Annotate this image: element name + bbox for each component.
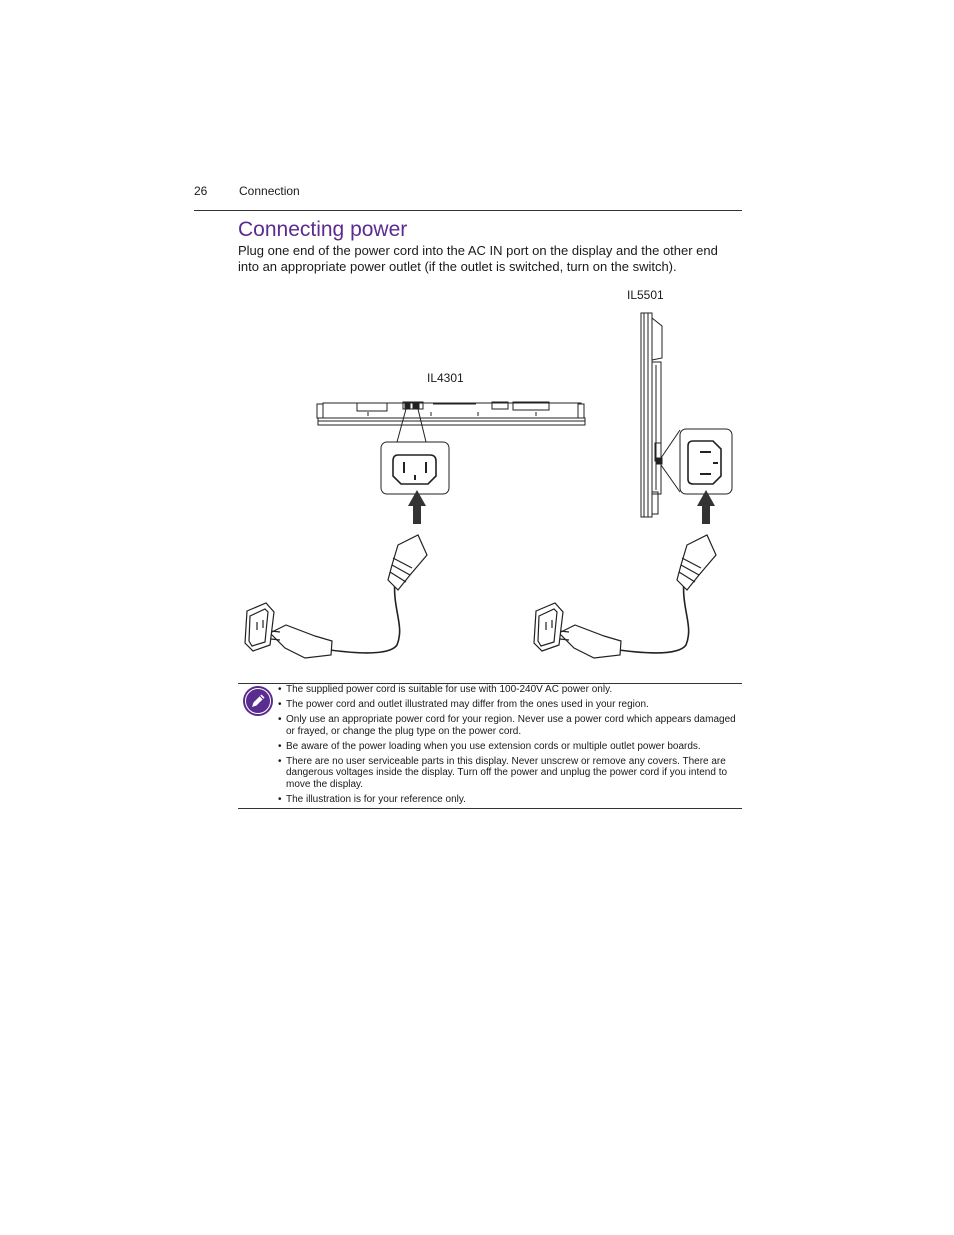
arrow-up-icon	[408, 490, 426, 524]
arrow-up-icon	[697, 490, 715, 524]
ac-in-socket-il4301	[381, 442, 449, 494]
note-item: • Only use an appropriate power cord for your region. Never use a power cord which appears damaged or frayed, or change the plug type on the power cord.	[278, 714, 740, 737]
model-label-il5501: IL5501	[627, 288, 664, 302]
page-number: 26	[194, 184, 208, 198]
section-name: Connection	[239, 184, 300, 198]
note-item: • There are no user serviceable parts in this display. Never unscrew or remove any covers. There are dangerous voltages inside the display. Turn off the power and unplug the power cord if you intend to move the display.	[278, 756, 740, 791]
note-item: • The illustration is for your reference only.	[278, 794, 740, 806]
power-cord-right	[534, 535, 716, 658]
il5501-display	[641, 313, 662, 517]
note-item: • Be aware of the power loading when you use extension cords or multiple outlet power boards.	[278, 741, 740, 753]
note-item: • The power cord and outlet illustrated may differ from the ones used in your region.	[278, 699, 740, 711]
pencil-icon	[243, 686, 273, 716]
intro-paragraph: Plug one end of the power cord into the AC IN port on the display and the other end into an appropriate power outlet (if the outlet is switched, turn on the switch).	[238, 243, 718, 274]
il4301-display	[317, 402, 585, 425]
note-item: • The supplied power cord is suitable for use with 100-240V AC power only.	[278, 684, 740, 696]
power-cord-left	[245, 535, 427, 658]
page-title: Connecting power	[238, 218, 408, 241]
note-bottom-divider	[238, 808, 742, 809]
ac-in-socket-il5501	[680, 429, 732, 494]
model-label-il4301: IL4301	[427, 371, 464, 385]
note-list	[278, 684, 740, 809]
